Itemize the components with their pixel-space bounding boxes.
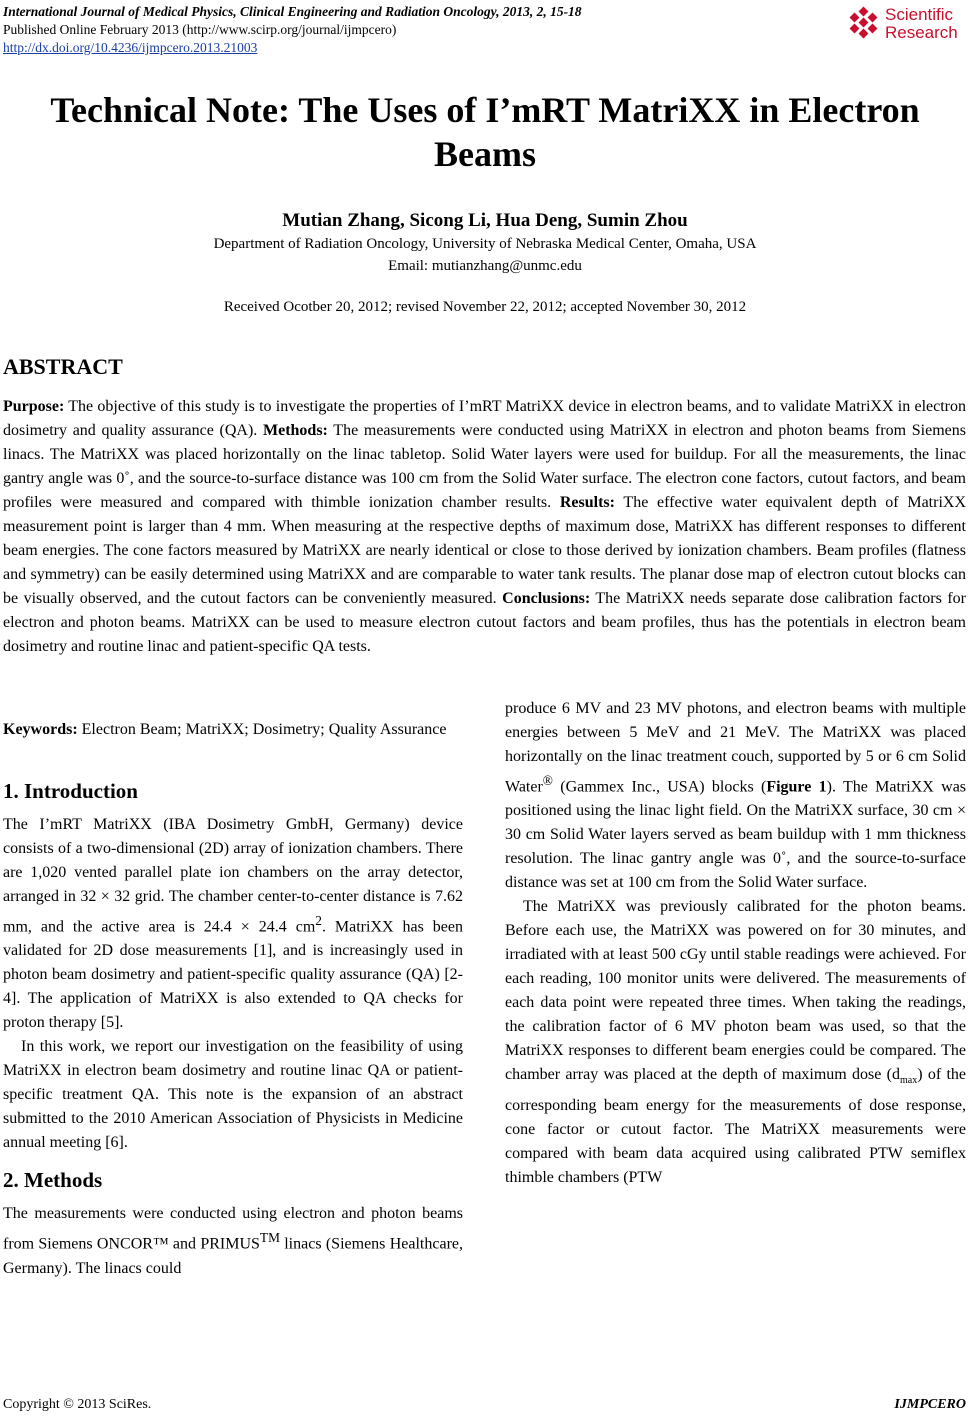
journal-header (3, 3, 582, 57)
methods-label: Methods: (263, 422, 328, 439)
journal-abbreviation: IJMPCERO (894, 1397, 966, 1412)
methods-paragraph-2: The MatriXX was previously calibrated for the photon beams. Before each use, the MatriXX was powered on for 30 minutes, and irradiated with at least 500 cGy until stable readings were achieved. For each reading, 100 monitor units were delivered. The measurements of each data point were repeated three times. When taking the readings, the calibration factor of 6 MV photon beam was used, so that the MatriXX responses to different beam energies could be compared. The chamber array was placed at the depth of maximum dose $(d_{max})$ of the corresponding beam energy for the measurements of dose response, cone factor or cutout factor. The MatriXX measurements were compared with beam data acquired using calibrated PTW semiflex thimble chambers (PTW (505, 898, 967, 1186)
keywords-label: Keywords: (3, 721, 78, 738)
introduction-heading: 1. Introduction (3, 779, 138, 803)
left-column (3, 778, 463, 1281)
conclusions-label: Conclusions: (502, 590, 591, 607)
results-label: Results: (559, 494, 615, 511)
methods-paragraph-1: The measurements were conducted using electron and photon beams from Siemens ONCOR™ and PRIMUS™ linacs (Siemens Healthcare, Germany). The linacs could (3, 1205, 463, 1277)
title-line-1: Technical Note: The Uses of I’mRT MatriXX in Electron (50, 90, 920, 130)
purpose-label: Purpose: (3, 398, 65, 415)
logo-text-line1: Scientific (885, 5, 954, 24)
title-line-2: Beams (434, 134, 536, 174)
right-column (505, 697, 966, 1190)
methods-heading: 2. Methods (3, 1168, 103, 1193)
abstract-heading: ABSTRACT (3, 354, 123, 379)
scirp-logo-icon (849, 8, 879, 38)
affiliation: Department of Radiation Oncology, University of Nebraska Medical Center, Omaha, USA (213, 236, 757, 252)
keywords (3, 721, 446, 739)
publisher-logo (849, 6, 969, 42)
intro-paragraph-2: In this work, we report our investigation on the feasibility of using MatriXX in electron beam dosimetry and routine linac QA or patient-specific treatment QA. This note is the expansion of an abstract submitted to the 2010 American Association of Physicists in Medicine annual meeting [6]. (3, 1038, 463, 1152)
authors: Mutian Zhang, Sicong Li, Hua Deng, Sumin Zhou (282, 210, 688, 231)
received-dates: Received Ocotber 20, 2012; revised November 22, 2012; accepted November 30, 2012 (223, 299, 747, 315)
journal-citation: International Journal of Medical Physics, Clinical Engineering and Radiation Oncology, 2013, 2, 15-18 (3, 4, 582, 19)
abstract-body (3, 395, 966, 659)
methods-paragraph-1-cont: produce 6 MV and 23 MV photons, and electron beams with multiple energies between 5 MeV and 21 MeV. The MatriXX was placed horizontally on the linac treatment couch, supported by 5 or 6 cm Solid Water® (Gammex Inc., USA) blocks (Figure 1). The MatriXX was positioned using the linac light field. On the MatriXX surface, 30 cm × 30 cm Solid Water layers served as beam buildup with 1 mm thickness resolution. The linac gantry angle was 0˚, and the source-to-surface distance was set at 100 cm from the Solid Water surface. (505, 700, 967, 892)
purpose-text: The objective of this study is to investigate the properties of I’mRT MatriXX device in electron beams, and to validate MatriXX in electron dosimetry and quality assurance (QA). (3, 398, 966, 439)
conclusions-text: The MatriXX needs separate dose calibration factors for electron and photon beams. MatriXX can be used to measure electron cutout factors and beam profiles, thus has the potentials in electron beam dosimetry and routine linac and patient-specific QA tests. (3, 590, 966, 655)
doi-link[interactable]: http://dx.doi.org/10.4236/ijmpcero.2013.21003 (3, 40, 258, 55)
logo-text-line2: Research (885, 23, 958, 42)
results-text: The effective water equivalent depth of MatriXX measurement point is larger than 4 mm. When measuring at the respective depths of maximum dose, MatriXX has different responses to different beam energies. The cone factors measured by MatriXX are nearly identical or close to those derived by ionization chambers. Beam profiles (flatness and symmetry) can be easily determined using MatriXX and are comparable to water tank results. The planar dose map of electron cutout blocks can be visually observed, and the cutout factors can be conveniently measured. (3, 494, 967, 607)
published-online: Published Online February 2013 (http://www.scirp.org/journal/ijmpcero) (3, 22, 397, 37)
methods-text: The measurements were conducted using MatriXX in electron and photon beams from Siemens linacs. The MatriXX was placed horizontally on the linac tabletop. Solid Water layers were used for buildup. For all the measurements, the linac gantry angle was 0˚, and the source-to-surface distance was 100 cm from the Solid Water surface. The electron cone factors, cutout factors, and beam profiles were measured and compared with thimble ionization chamber results. (3, 422, 967, 511)
figure-1-ref[interactable]: Figure 1 (766, 778, 827, 796)
keywords-text: Electron Beam; MatriXX; Dosimetry; Quality Assurance (77, 721, 447, 738)
paper-title (0, 88, 970, 176)
intro-paragraph-1: The I’mRT MatriXX (IBA Dosimetry GmbH, Germany) device consists of a two-dimensional (2D) array of ionization chambers. There are 1,020 vented parallel plate ion chambers on the array detector, arranged in 32 × 32 grid. The chamber center-to-center distance is 7.62 mm, and the active area is 24.4 × 24.4 $cm^2$. MatriXX has been validated for 2D dose measurements [1], and is increasingly used in photon beam dosimetry and patient-specific quality assurance (QA) [2-4]. The application of MatriXX is also extended to QA checks for proton therapy [5]. (3, 816, 464, 1032)
copyright: Copyright © 2013 SciRes. (3, 1397, 152, 1412)
author-email: Email: mutianzhang@unmc.edu (388, 258, 582, 274)
